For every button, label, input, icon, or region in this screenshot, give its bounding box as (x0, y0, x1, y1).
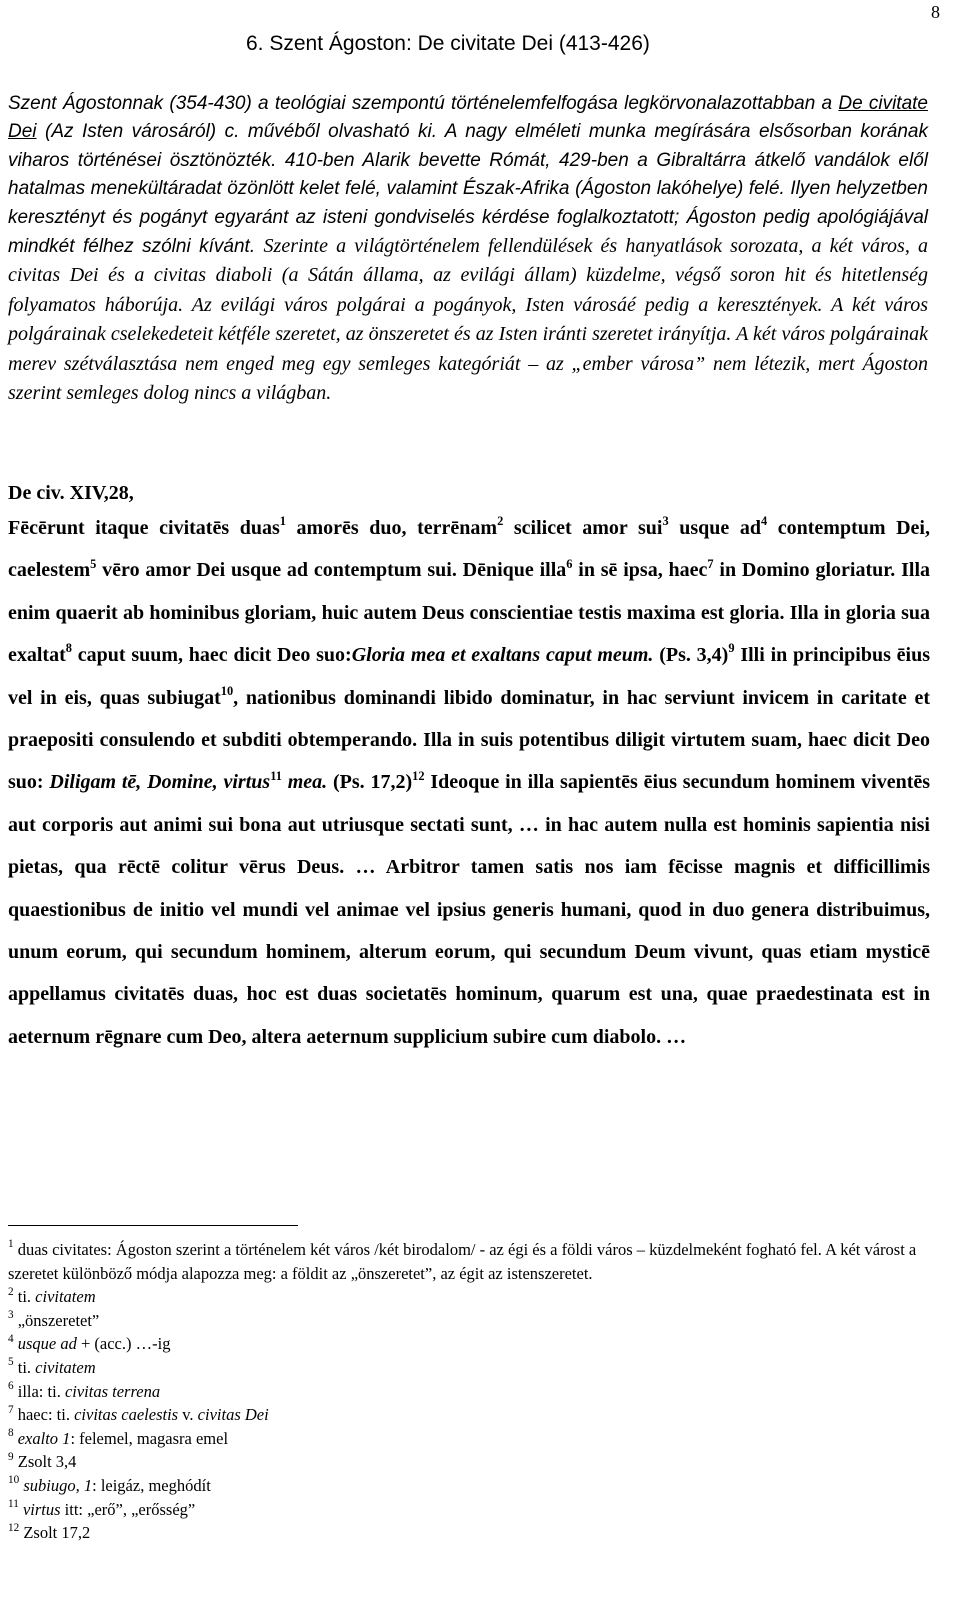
footnote-ref: 3 (662, 514, 669, 529)
footnote-text: civitatem (35, 1287, 96, 1307)
footnote-ref: 11 (270, 768, 282, 783)
footnote-number: 8 (8, 1427, 14, 1440)
footnote-ref: 7 (707, 556, 714, 571)
footnote-text: duas civitates: Ágoston szerint a történelem két város /két birodalom/ - az égi és a földi város – küzdelmeként fogható fel. A két várost a szeretet különböző módja alapozza meg: a földit az „önszeretet”, az égit az istenszeretet. (8, 1240, 917, 1283)
footnote-text: Zsolt 17,2 (19, 1523, 91, 1543)
latin-text (8, 507, 930, 1058)
latin-seg: usque ad (668, 517, 761, 539)
intro-text-c: (Az Isten városáról) c. művéből olvasható ki. A nagy elméleti munka megírására elsősorban korának viharos történései ösztönözték. 410-ben Alarik bevette Rómát, 429-ben a Gibraltárra átkelő vandálok elől hatalmas menekültáradat özönlött kelet felé, valamint Észak-Afrika (Ágoston lakóhelye) felé. Ilyen helyzetben keresztényt és pogányt egyaránt az isteni gondviselés kérdése foglalkoztatott; Ágoston pedig apológiájával mindkét félhez szólni kívánt. (8, 121, 928, 258)
footnote-text: itt: „erő”, „erősség” (60, 1499, 196, 1519)
latin-seg: amorēs duo, terrēnam (285, 517, 498, 539)
footnote-number: 6 (8, 1379, 14, 1392)
footnote-text: Zsolt 3,4 (13, 1452, 77, 1472)
footnote-number: 9 (8, 1450, 14, 1463)
footnote-number: 4 (8, 1332, 14, 1345)
footnote-item (8, 1356, 928, 1380)
intro-text-a: Szent Ágostonnak (354-430) a teológiai szempontú történelemfelfogása legkörvonalazottabban a (8, 93, 833, 114)
footnote-text: ti. (13, 1287, 36, 1307)
latin-seg: Fēcērunt itaque civitatēs duas (8, 517, 280, 539)
footnote-item (8, 1450, 928, 1474)
footnote-item (8, 1427, 928, 1451)
footnote-ref: 6 (566, 556, 573, 571)
footnote-ref: 12 (412, 768, 425, 783)
footnote-number: 3 (8, 1309, 14, 1322)
latin-seg: scilicet amor sui (503, 517, 663, 539)
footnote-ref: 5 (90, 556, 97, 571)
footnote-text: „önszeretet” (13, 1310, 100, 1330)
footnote-item (8, 1380, 928, 1404)
footnote-text: civitas caelestis (74, 1405, 179, 1425)
page-number: 8 (931, 2, 940, 22)
footnote-text: haec: ti. (13, 1405, 75, 1425)
source-reference: De civ. XIV,28, (8, 482, 134, 504)
footnote-item (8, 1285, 928, 1309)
intro-text-d: Szerinte a világtörténelem fellendülések és hanyatlások sorozata, a két város, a civitas Dei és a civitas diaboli (a Sátán állama, az evilági állam) küzdelme, végső soron hit és hitetlenség folyamatos háborúja. Az evilági város polgárai a pogányok, Isten városáé pedig a keresztények. A két város polgárainak cselekedeteit kétféle szeretet, az önszeretet és az Isten iránti szeretet irányítja. A két város polgárainak merev szétválasztása nem enged meg egy semleges kategóriát – az „ember városa” nem létezik, mert Ágoston szerint semleges dolog nincs a világban. (8, 235, 928, 405)
footnote-separator (8, 1225, 298, 1226)
footnote-number: 1 (8, 1238, 14, 1251)
footnote-item (8, 1521, 928, 1545)
footnote-text: usque ad (13, 1334, 81, 1354)
book-title-link: De civitate Dei (8, 93, 928, 143)
latin-seg: Illi in principibus ēius vel in eis, quas subiugat (8, 644, 930, 709)
footnote-number: 5 (8, 1356, 14, 1369)
latin-seg: contemptum Dei, caelestem (8, 517, 930, 582)
footnote-text: subiugo, 1 (19, 1475, 93, 1495)
footnote-item (8, 1474, 928, 1498)
latin-seg: (Ps. 17,2) (327, 771, 413, 794)
footnote-text: + (acc.) …-ig (80, 1334, 171, 1354)
footnote-ref: 8 (65, 641, 72, 656)
footnote-number: 10 (8, 1474, 20, 1487)
footnote-number: 2 (8, 1285, 14, 1298)
footnote-item (8, 1332, 928, 1356)
intro-paragraph (8, 90, 928, 408)
footnote-text: virtus (18, 1499, 61, 1519)
footnote-ref: 10 (220, 683, 234, 698)
footnote-item (8, 1498, 928, 1522)
section-title: 6. Szent Ágoston: De civitate Dei (413-426) (246, 32, 650, 55)
latin-seg: caput suum, haec dicit Deo suo: (71, 644, 352, 667)
footnote-text: ti. (13, 1357, 36, 1377)
latin-seg: in Domino gloriatur. Illa enim quaerit ab hominibus gloriam, huic autem Deus conscientiae testis maxima est gloria. Illa in gloria sua exaltat (8, 559, 930, 667)
footnote-ref: 9 (728, 641, 735, 656)
latin-seg: in sē ipsa, haec (572, 559, 708, 582)
footnotes (8, 1238, 928, 1545)
footnote-text: civitatem (35, 1357, 96, 1377)
footnote-text: illa: ti. (13, 1381, 65, 1401)
footnote-item (8, 1403, 928, 1427)
psalm-quote: mea. (281, 771, 328, 794)
footnote-ref: 4 (760, 514, 768, 529)
footnote-text: : felemel, magasra emel (70, 1428, 229, 1448)
latin-seg: (Ps. 3,4) (653, 644, 729, 667)
footnote-ref: 2 (497, 514, 504, 529)
footnote-text: civitas terrena (64, 1381, 161, 1401)
footnote-item (8, 1238, 928, 1285)
latin-seg: Ideoque in illa sapientēs ēius secundum hominem viventēs aut corporis aut animi sui bona aut utriusque sectati sunt, … in hac autem nulla est hominis sapientia nisi pietas, qua rēctē colitur vērus Deus. … Arbitror tamen satis nos iam fēcisse magnis et difficillimis quaestionibus de initio vel mundi vel animae vel ipsius generis humani, quod in duo genera distribuimus, unum eorum, qui secundum hominem, alterum eorum, qui secundum Deum vivunt, quas etiam mysticē appellamus civitatēs duas, hoc est duas societatēs hominum, quarum est una, quae praedestinata est in aeternum rēgnare cum Deo, altera aeternum supplicium subire cum diabolo. … (8, 771, 931, 1048)
footnote-number: 7 (8, 1403, 14, 1416)
psalm-quote: Diligam tē, Domine, virtus (49, 771, 271, 794)
footnote-number: 11 (8, 1497, 19, 1510)
footnote-ref: 1 (279, 514, 286, 529)
footnote-text: civitas Dei (197, 1405, 269, 1425)
footnote-text: : leigáz, meghódít (92, 1475, 211, 1495)
psalm-quote: Gloria mea et exaltans caput meum. (351, 644, 654, 667)
footnote-text: v. (178, 1405, 198, 1425)
footnote-text: exalto 1 (13, 1428, 71, 1448)
footnote-item (8, 1309, 928, 1333)
footnote-number: 12 (8, 1521, 20, 1534)
latin-seg: vēro amor Dei usque ad contemptum sui. Dēnique illa (96, 559, 567, 582)
latin-seg: , nationibus dominandi libido dominatur, in hac serviunt invicem in caritate et praepositi consulendo et subditi obtemperando. Illa in suis potentibus diligit virtutem suam, haec dicit Deo suo: (8, 686, 930, 794)
